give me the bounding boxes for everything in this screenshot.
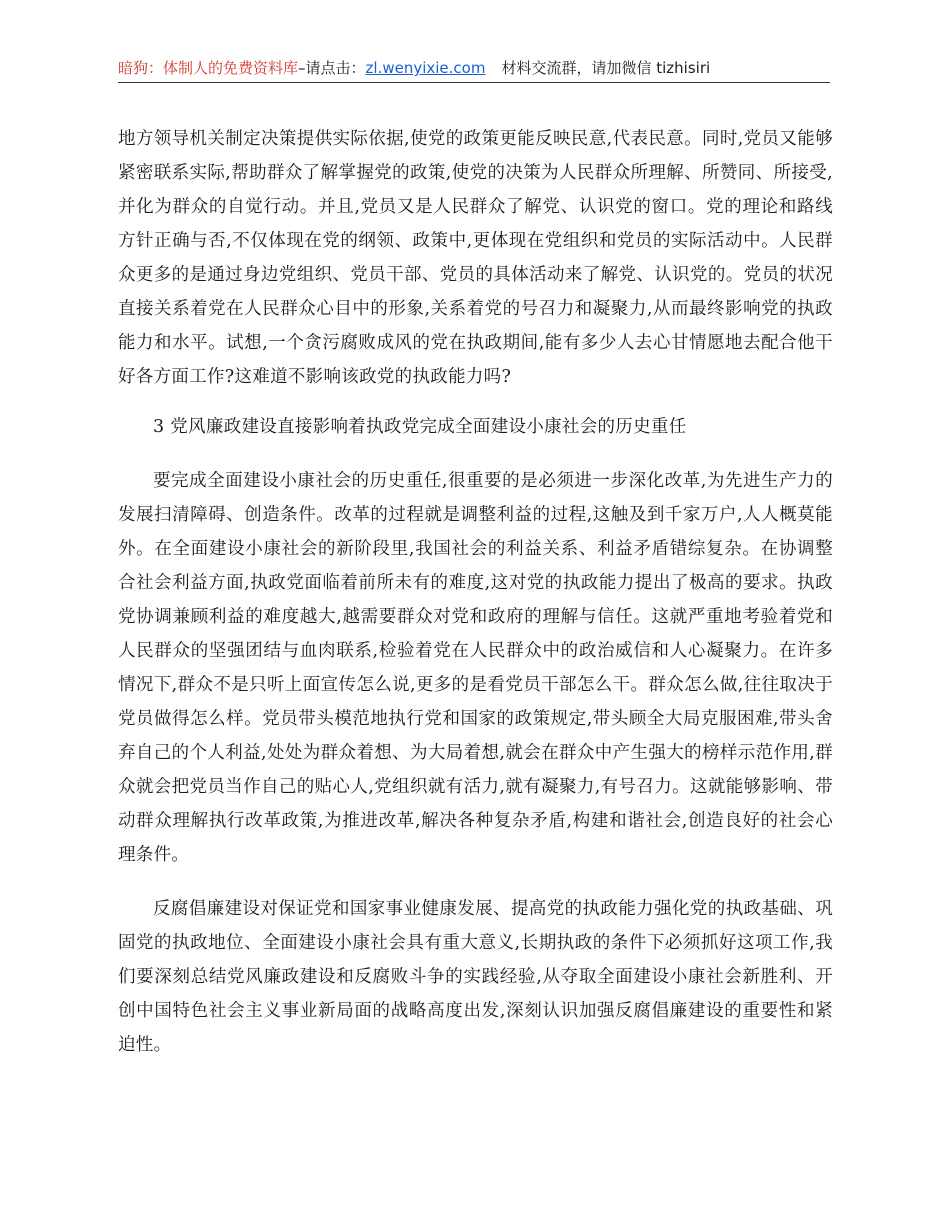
header-divider [118,82,830,83]
page-header [118,56,830,82]
paragraph-anticorruption: 反腐倡廉建设对保证党和国家事业健康发展、提高党的执政能力强化党的执政基础、巩固党的执政地位、全面建设小康社会具有重大意义,长期执政的条件下必须抓好这项工作,我们要深刻总结党风廉政建设和反腐败斗争的实践经验,从夺取全面建设小康社会新胜利、开创中国特色社会主义事业新局面的战略高度出发,深刻认识加强反腐倡廉建设的重要性和紧迫性。 [118,899,833,1055]
header-brand: 暗狗：体制人的免费资料库 [118,59,299,77]
header-link[interactable]: zl.wenyixie.com [365,59,486,77]
header-wechat-note: 材料交流群，请加微信 tizhisiri [501,59,711,77]
paragraph-continued: 地方领导机关制定决策提供实际依据,使党的政策更能反映民意,代表民意。同时,党员又能够紧密联系实际,帮助群众了解掌握党的政策,使党的决策为人民群众所理解、所赞同、所接受,并化为群众的自觉行动。并且,党员又是人民群众了解党、认识党的窗口。党的理论和路线方针正确与否,不仅体现在党的纲领、政策中,更体现在党组织和党员的实际活动中。人民群众更多的是通过身边党组织、党员干部、党员的具体活动来了解党、认识党的。党员的状况直接关系着党在人民群众心目中的形象,关系着党的号召力和凝聚力,从而最终影响党的执政能力和水平。试想,一个贪污腐败成风的党在执政期间,能有多少人去心甘情愿地去配合他干好各方面工作?这难道不影响该政党的执政能力吗? [118,129,833,387]
section-heading: 3 党风廉政建设直接影响着执政党完成全面建设小康社会的历史重任 [153,417,687,437]
document-body [118,122,833,1062]
header-prompt: –请点击： [298,59,366,77]
paragraph-reform: 要完成全面建设小康社会的历史重任,很重要的是必须进一步深化改革,为先进生产力的发展扫清障碍、创造条件。改革的过程就是调整利益的过程,这触及到千家万户,人人概莫能外。在全面建设小康社会的新阶段里,我国社会的利益关系、利益矛盾错综复杂。在协调整合社会利益方面,执政党面临着前所未有的难度,这对党的执政能力提出了极高的要求。执政党协调兼顾利益的难度越大,越需要群众对党和政府的理解与信任。这就严重地考验着党和人民群众的坚强团结与血肉联系,检验着党在人民群众中的政治威信和人心凝聚力。在许多情况下,群众不是只听上面宣传怎么说,更多的是看党员干部怎么干。群众怎么做,往往取决于党员做得怎么样。党员带头模范地执行党和国家的政策规定,带头顾全大局克服困难,带头舍弃自己的个人利益,处处为群众着想、为大局着想,就会在群众中产生强大的榜样示范作用,群众就会把党员当作自己的贴心人,党组织就有活力,就有凝聚力,有号召力。这就能够影响、带动群众理解执行改革政策,为推进改革,解决各种复杂矛盾,构建和谐社会,创造良好的社会心理条件。 [118,471,833,865]
